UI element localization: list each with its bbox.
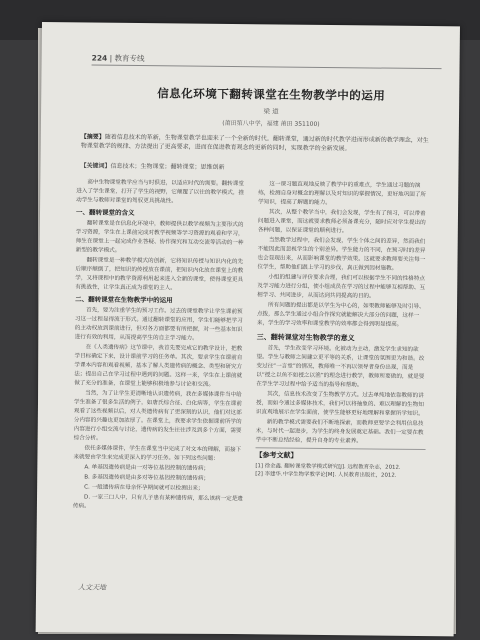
paragraph: 在《人类遗传病》这节课中，我首先要完成它的教学设计，把教学目标确定下来，设计课前学习的任务单。其次，要求学生在课前自学课本内容和观看视频，基本了解人类遗传病的概念、类型和研究方法；提出自己在学习过程中遇到的问题。这样一来，学生在上课前就做了充分的准备，在课堂上能够积极地参与讨论和交流。 (74, 344, 243, 388)
keywords-label: 【关键词】 (80, 162, 111, 170)
paragraph: 新的教学模式需要我们不断地探索，而教师更要学会利用信息技术，与时代一起进步，为学生的终身发展奠定基础。我们一定要在教学中不断总结经验，提升自身的专业素养。 (255, 419, 424, 445)
paragraph: 翻转课堂是在信息化环境中，教师提供以教学视频为主要形式的学习资源，学生在上课前完成对教学视频等学习资源的观看和学习，师生在课堂上一起完成作业答疑、协作探究和互动交流等活动的一种新型的教学模式。 (75, 220, 244, 254)
paragraph: 小组的组建与评价要求合理，我们可以根据学生不同的性格特点及学习能力进行分组，使小组成员在学习的过程中能够互相帮助、互相学习、共同进步，从而达到共同提高的目的。 (257, 274, 426, 300)
references-title: 【参考文献】 (255, 451, 298, 460)
section-name: | 教育专线 (109, 53, 145, 64)
right-column (255, 180, 428, 480)
list-item: B. 多基因遗传病是由多对等位基因控制的遗传病； (84, 474, 210, 482)
page-number: 224 (91, 53, 108, 63)
section-heading: 三、翻转课堂对生物教学的意义 (256, 333, 355, 343)
paragraph: 这一课习题直观地反映了教学中的重难点，学生通过习题的演练，检测自身对概念的理解以及对知识的掌握情况，更好地巩固了所学知识，提高了解题的能力。 (258, 181, 427, 207)
list-item: D. 一家三口人中，只有儿子患有某种遗传病，那么该病一定是遗传病。 (72, 494, 243, 510)
author-name: 梁 道 (263, 107, 279, 116)
header-rule (92, 65, 442, 70)
author-affiliation: (莆田第八中学，福建 莆田 351100) (222, 119, 320, 128)
references (255, 447, 425, 480)
paragraph: 当然教学过程中，我们会发现，学生个体之间的差异，然而我们不能因此而忽视学生的个别差异。学生能力的不同，在预习时的差异也会显现出来，从而影响课堂的教学效果。这就要求教师要关注每一位学生，帮助他们跟上学习的步伐，真正做到因材施教。 (257, 237, 426, 272)
list-item: C. 一般遗传病在母亲怀孕期间就可以检测出来； (84, 484, 204, 492)
list-item: A. 单基因遗传病是由一对等位基因控制的遗传病； (84, 464, 210, 472)
keywords-text: 信息技术；生物课堂；翻转课堂；思维创新 (110, 162, 225, 171)
document-page (36, 22, 460, 636)
left-column (73, 178, 246, 514)
abstract-label: 【摘要】 (80, 133, 105, 141)
reference-item: [1] 徐金鑫. 翻转课堂教学模式研究[J]. 远程教育杂志，2012. (255, 463, 401, 471)
paragraph: 所有问题的提出都是以学生为中心的，如果教师能够及时引导、点拨，那么学生通过小组合作探究就能解决大部分的问题，这样一来，学生的学习效率和课堂教学的效率都会得到明显提高。 (256, 302, 425, 328)
paragraph: 当然，为了让学生更清晰地认识遗传病，我在多媒体课件当中给学生准备了很多生活的例子，如唐氏综合征、白化病等，学生在课前观看了这些视频以后，对人类遗传病有了更深刻的认识，他们对这部分内容的兴趣也更加浓厚了。在课堂上，我要求学生依据课前所学的内容进行小组交流与讨论，遗传病的发生往往涉及到多个方面，需要综合分析。 (73, 390, 242, 442)
article-title: 信息化环境下翻转课堂在生物教学中的运用 (157, 86, 386, 103)
paragraph: 依托多媒体课件，学生在课堂当中完成了对文本的理解，而接下来就要由学生来完成更深入的学习任务。如下列这些问题： (73, 445, 242, 462)
paragraph: 其次，从整个教学当中，我们会发现，学生有了预习，可以带着问题进入课堂，而这就要求教师必须备课充分，随时应对学生提出的各种问题，以保证课堂的顺利进行。 (257, 209, 426, 235)
paragraph: 翻转课堂是一种教学模式的创新，它将知识传授与知识内化的先后顺序颠倒了，把知识的传授放在课前，把知识内化放在课堂上的教学，又将课程中的教学资源利用起来进入全新的课堂，使得课堂更具有挑战性，让学生真正成为课堂的主人。 (75, 257, 244, 292)
keywords (80, 160, 430, 173)
abstract-text: 随着信息技术的革新，生物课堂教学也迎来了一个全新的时代。翻转课堂，通过新的时代教学进而形成新的教学理念，对生物课堂教学的规律、方法提出了更高要求，进而在促进教育观念的更新的同时，实现教学的全新发展。 (80, 133, 429, 153)
section-heading: 一、翻转课堂的含义 (75, 208, 135, 217)
abstract (81, 132, 431, 154)
reference-item: [2] 李建华.中学生物学教学论[M]. 人民教育出版社，2012. (255, 471, 397, 479)
intro-paragraph: 高中生物课堂教学应当与时俱进，以适应时代的需要。翻转课堂进入了学生课堂，打开了学生的视野，它颠覆了以往的教学模式，推动学生与教师对课堂的驾驭更具挑战性。 (76, 179, 245, 205)
footer-logo-text: 人文天地 (78, 583, 107, 592)
section-heading: 二、翻转课堂在生物教学中的运用 (75, 295, 173, 305)
running-header (92, 53, 145, 65)
paragraph: 其次，信息技术改变了生物教学方式。过去单纯地依靠教师的讲授，而如今通过多媒体技术，我们可以将抽象的、难以理解的生物知识直观地展示在学生面前，使学生能够更好地理解和掌握所学知识。 (255, 391, 424, 418)
paragraph: 首先，要为注重学生的预习工作。过去的课堂教学让学生课前预习这一过程显得流于形式。通过翻转课堂的应用，学生们能够把学习的主动权放到课前进行，但对各方面都要有所把握，对一些基本知识进行有效的利用，从而提高学生的自主学习能力。 (74, 307, 243, 342)
paragraph: 首先，学生改变学习环境。化被动为主动，激发学生求知的欲望。学生与教师之间建立更平等的关系，让课堂的氛围更为和谐。改变过往“一言堂”的情况，教师唯一不再以领导者身份出现，而是以“授之以鱼不如授之以渔”的理念进行教学，教师所要做的，就是要在学生学习过程中给予适当的指导和帮助。 (256, 345, 425, 389)
